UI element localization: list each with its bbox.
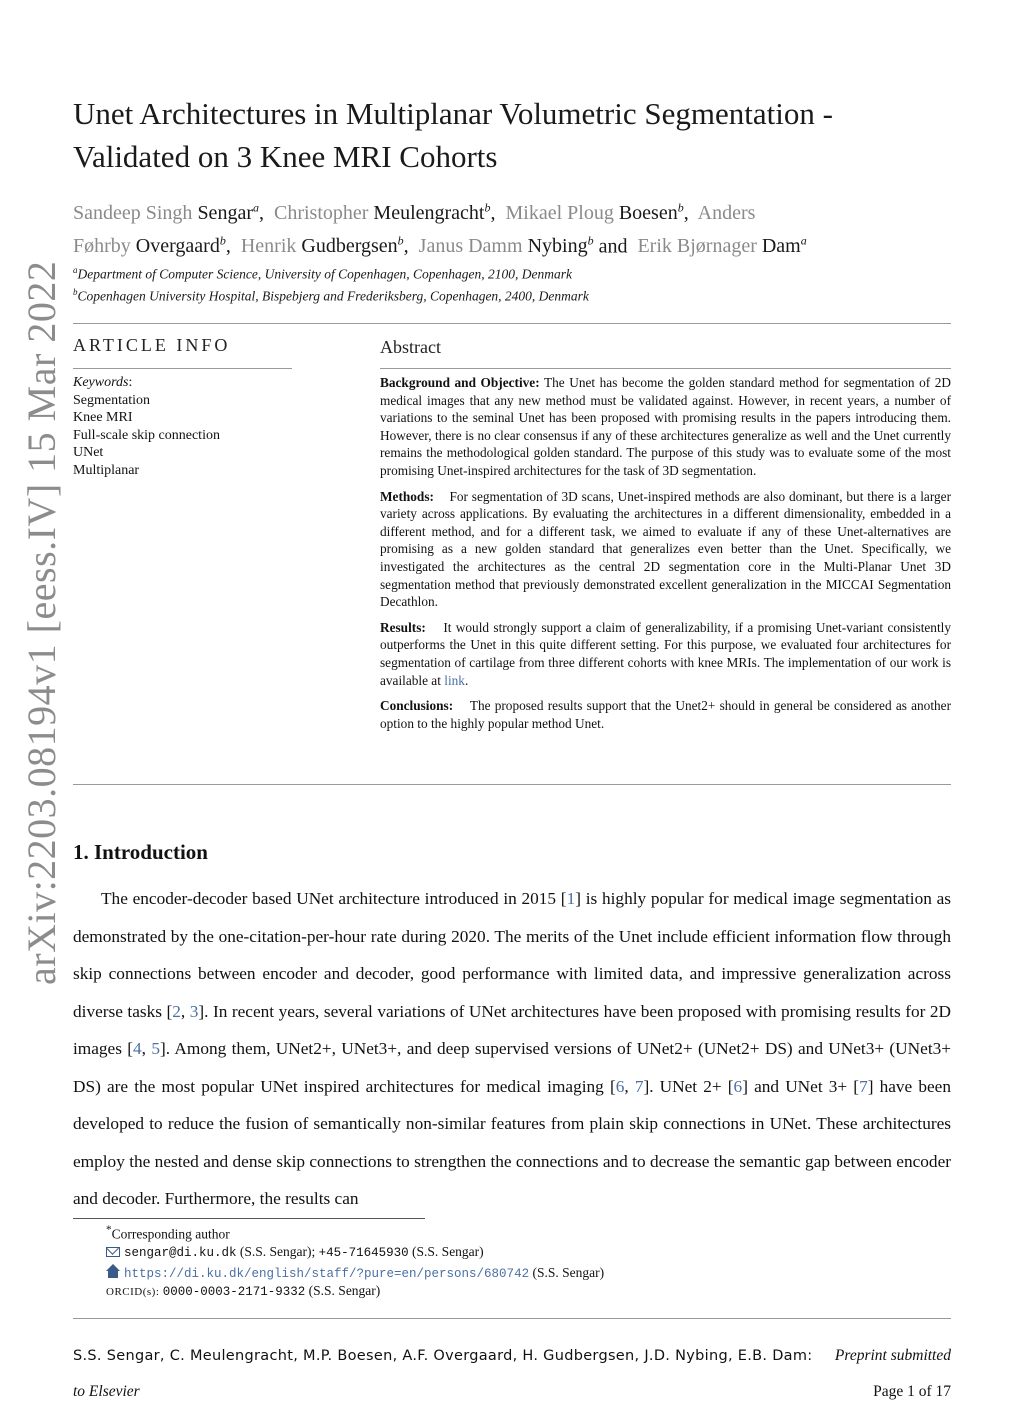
- affiliation-a: $^a$Department of Computer Science, University of Copenhagen, Copenhagen, 2100, Denmark: [73, 265, 573, 282]
- citation-link[interactable]: 7: [859, 1076, 868, 1096]
- author-4: Anders Føhrby Overgaard$^b$,: [73, 201, 756, 258]
- introduction-body: [73, 880, 951, 1218]
- citation-link[interactable]: 7: [634, 1076, 644, 1096]
- article-info-heading: ARTICLE INFO: [73, 335, 231, 355]
- abstract-heading: Abstract: [380, 337, 441, 357]
- keyword-item: UNet: [73, 445, 104, 461]
- divider-footer: [73, 1318, 951, 1319]
- author-6: Janus Damm Nybing$^b$: [418, 233, 594, 258]
- keyword-item: Multiplanar: [73, 462, 140, 478]
- title-line-1: Unet Architectures in Multiplanar Volumetric Segmentation -: [73, 96, 833, 131]
- keywords-block: [73, 374, 220, 480]
- paper-title: [73, 92, 953, 178]
- keywords-label: Keywords:: [73, 375, 133, 390]
- divider-abstract-end: [73, 784, 951, 785]
- author-1: Sandeep Singh Sengar$^a$,: [73, 200, 264, 224]
- author-list: [73, 193, 953, 260]
- arxiv-watermark: arXiv:2203.08194v1 [eess.IV] 15 Mar 2022: [19, 260, 64, 985]
- home-icon: [106, 1266, 120, 1278]
- footer-authors: S.S. Sengar, C. Meulengracht, M.P. Boesen, A.F. Overgaard, H. Gudbergsen, J.D. Nybing, E.B. Dam:: [73, 1348, 813, 1364]
- citation-link[interactable]: 3: [189, 1001, 199, 1021]
- abstract-background: Background and Objective: The Unet has become the golden standard method for segmentation of 2D medical images that any new method must be validated against. However, in recent years, a number of variations to the seminal Unet has been proposed with promising results in the papers introducing them. However, there is no clear consensus if any of these architectures generalize as well and the Unet currently remains the methodological golden standard. The purpose of this study was to evaluate some of the most promising Unet-inspired architectures for the task of 3D segmentation.: [380, 375, 951, 478]
- author-5: Henrik Gudbergsen$^b$,: [240, 233, 409, 258]
- abstract-body: [380, 374, 951, 740]
- author-3: Mikael Ploug Boesen$^b$,: [505, 200, 689, 224]
- footnote-email: sengar@di.ku.dk (S.S. Sengar); +45-71645930 (S.S. Sengar): [106, 1244, 484, 1260]
- keyword-item: Full-scale skip connection: [73, 427, 220, 443]
- footnote-orcid: ORCID(s): 0000-0003-2171-9332 (S.S. Sengar): [106, 1283, 381, 1299]
- citation-link[interactable]: 1: [566, 889, 576, 908]
- title-line-2: Validated on 3 Knee MRI Cohorts: [73, 139, 498, 174]
- footnote-rule: [73, 1218, 425, 1219]
- page-footer: [73, 1338, 951, 1410]
- abstract-results: Results: It would strongly support a claim of generalizability, if a promising Unet-variant consistently outperforms the Unet in this quite different setting. For this purpose, we evaluated four architectures for segmentation of cartilage from three different cohorts with knee MRIs. The implementation of our work is available at link.: [380, 619, 951, 688]
- authors-and: and: [598, 235, 628, 258]
- abstract-methods: Methods: For segmentation of 3D scans, Unet-inspired methods are also dominant, but there is a larger variety across applications. By evaluating the architectures in a different dimensionality, embedded in a different method, and for a different task, we aimed to evaluate if any of these Unet-alternatives are promising as a new golden standard that generalizes even better than the Unet. Specifically, we investigated the architectures as the central 2D segmentation core in the Multi-Planar Unet 3D segmentation method that previously demonstrated excellent generalization in the MICCAI Segmentation Decathlon.: [380, 488, 952, 610]
- footnote-url: https://di.ku.dk/english/staff/?pure=en/persons/680742 (S.S. Sengar): [106, 1265, 604, 1281]
- keyword-item: Knee MRI: [73, 410, 133, 426]
- section-heading-introduction: 1. Introduction: [73, 840, 208, 864]
- citation-link[interactable]: 2: [172, 1001, 181, 1021]
- affiliation-b: $^b$Copenhagen University Hospital, Bispebjerg and Frederiksberg, Copenhagen, 2400, Denmark: [73, 287, 589, 304]
- page-number: Page 1 of 17: [873, 1383, 951, 1400]
- abstract-conclusions: Conclusions: The proposed results support that the Unet2+ should in general be considered as another option to the highly popular method Unet.: [380, 698, 951, 731]
- intro-paragraph: The encoder-decoder based UNet architecture introduced in 2015 [1] is highly popular for medical image segmentation as demonstrated by the one-citation-per-hour rate during 2020. The merits of the Unet include efficient information flow through skip connections between encoder and decoder, good performance with limited data, and impressive generalization across diverse tasks [2, 3]. In recent years, several variations of UNet architectures have been proposed with promising results for 2D images [4, 5]. Among them, UNet2+, UNet3+, and deep supervised versions of UNet2+ (UNet2+ DS) and UNet3+ (UNet3+ DS) are the most popular UNet inspired architectures for medical imaging [6, 7]. UNet 2+ [6] and UNet 3+ [7] have been developed to reduce the fusion of semantically non-similar features from plain skip connections in UNet. These architectures employ the nested and dense skip connections to strengthen the connections and to decrease the semantic gap between encoder and decoder. Furthermore, the results can: [73, 889, 952, 1208]
- citation-link[interactable]: 4: [133, 1039, 142, 1058]
- footnote-corresponding: *Corresponding author: [106, 1224, 230, 1242]
- citation-link[interactable]: 6: [733, 1076, 743, 1096]
- author-2: Christopher Meulengracht$^b$,: [273, 200, 496, 224]
- footer-venue-2: to Elsevier: [73, 1383, 140, 1400]
- citation-link[interactable]: 6: [615, 1076, 625, 1096]
- envelope-icon: [106, 1247, 120, 1257]
- keyword-item: Segmentation: [73, 392, 150, 408]
- footer-venue-1: Preprint submitted: [834, 1347, 951, 1364]
- orcid-link[interactable]: 0000-0003-2171-9332: [162, 1285, 306, 1299]
- abstract-rule: [380, 368, 951, 369]
- homepage-link[interactable]: https://di.ku.dk/english/staff/?pure=en/persons/680742: [124, 1267, 530, 1281]
- author-7: Erik Bjørnager Dam$^a$: [637, 233, 807, 258]
- divider-top: [73, 323, 951, 324]
- email-link[interactable]: sengar@di.ku.dk: [124, 1246, 237, 1260]
- citation-link[interactable]: 5: [151, 1039, 160, 1058]
- article-info-rule: [73, 368, 292, 369]
- implementation-link[interactable]: link: [444, 672, 465, 688]
